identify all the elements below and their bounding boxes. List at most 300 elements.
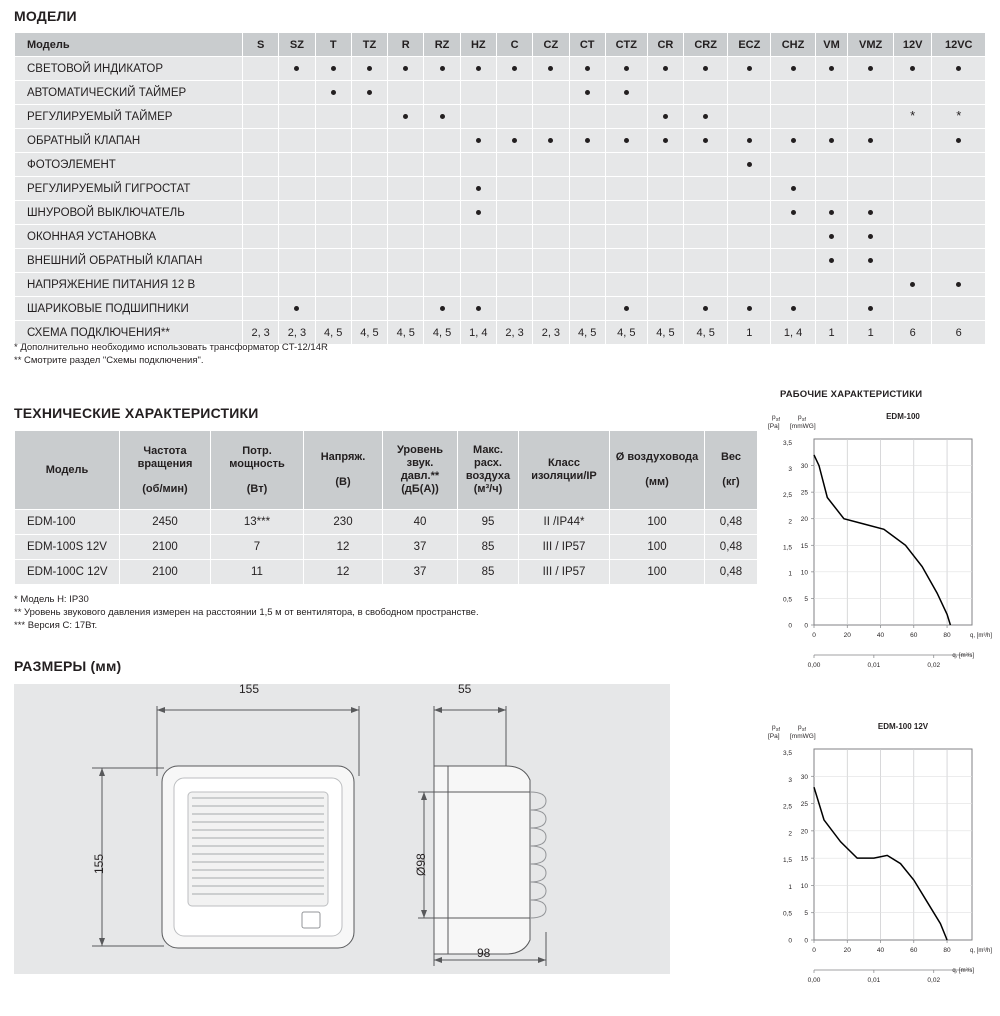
models-cell <box>728 297 771 321</box>
models-cell <box>647 57 683 81</box>
models-cell <box>815 297 848 321</box>
models-cell: 1 <box>728 321 771 345</box>
tech-header-line2: (кг) <box>722 476 740 488</box>
models-cell <box>424 297 460 321</box>
tech-cell-weight: 0,48 <box>705 535 758 560</box>
chart-ytick-left: 30 <box>800 463 808 471</box>
models-cell <box>388 57 424 81</box>
models-col-header: VMZ <box>848 33 893 57</box>
models-footnote: * Дополнительно необходимо использовать трансформатор CT-12/14R <box>14 342 328 353</box>
models-cell <box>569 81 605 105</box>
models-cell <box>893 153 932 177</box>
models-cell <box>569 249 605 273</box>
models-cell <box>815 177 848 201</box>
feature-dot <box>747 162 752 167</box>
chart-ytick-left: 20 <box>800 516 808 524</box>
models-row-label: ВНЕШНИЙ ОБРАТНЫЙ КЛАПАН <box>15 249 243 273</box>
models-cell <box>647 297 683 321</box>
models-cell <box>684 273 728 297</box>
feature-dot <box>331 66 336 71</box>
feature-dot <box>703 306 708 311</box>
models-cell: 1 <box>815 321 848 345</box>
tech-header-line1: Модель <box>45 463 89 476</box>
models-row-label: СВЕТОВОЙ ИНДИКАТОР <box>15 57 243 81</box>
models-cell <box>351 273 387 297</box>
chart-xlabel2: q, [m³/s] <box>952 653 974 659</box>
models-cell <box>315 177 351 201</box>
chart-ylabel-right: p <box>798 414 802 421</box>
models-cell <box>460 297 496 321</box>
tech-cell-weight: 0,48 <box>705 510 758 535</box>
models-cell <box>243 201 279 225</box>
chart-xlabel: q, [m³/h] <box>970 948 992 954</box>
models-cell <box>533 105 569 129</box>
models-cell <box>315 273 351 297</box>
models-col-header: CRZ <box>684 33 728 57</box>
tech-cell-flow: 95 <box>458 510 519 535</box>
models-cell <box>315 201 351 225</box>
tech-cell-power: 13*** <box>211 510 304 535</box>
feature-dot <box>703 114 708 119</box>
models-cell <box>605 273 647 297</box>
chart-ytick-left: 10 <box>800 882 808 890</box>
models-cell <box>647 177 683 201</box>
models-row-label: АВТОМАТИЧЕСКИЙ ТАЙМЕР <box>15 81 243 105</box>
models-cell: 6 <box>932 321 986 345</box>
models-cell <box>893 297 932 321</box>
models-cell: 6 <box>893 321 932 345</box>
models-cell <box>315 153 351 177</box>
feature-dot <box>476 66 481 71</box>
models-cell <box>243 273 279 297</box>
models-body <box>15 57 986 345</box>
models-row-label: ШАРИКОВЫЕ ПОДШИПНИКИ <box>15 297 243 321</box>
models-cell <box>243 153 279 177</box>
chart-ytick-left: 5 <box>804 910 808 918</box>
chart-xtick: 60 <box>910 947 918 954</box>
models-cell <box>569 273 605 297</box>
models-cell <box>569 225 605 249</box>
models-cell <box>496 105 532 129</box>
models-cell <box>684 249 728 273</box>
tech-header-line1: Уровень звук. давл.** <box>396 444 443 482</box>
chart-ylabel-left: p <box>772 724 776 731</box>
models-cell <box>848 57 893 81</box>
models-cell <box>351 177 387 201</box>
models-cell <box>496 81 532 105</box>
models-cell <box>351 81 387 105</box>
chart-title: EDM-100 <box>886 412 920 421</box>
models-cell <box>279 249 315 273</box>
table-row <box>15 225 986 249</box>
models-cell <box>569 105 605 129</box>
models-cell <box>771 273 815 297</box>
tech-header-line1: Класс изоляции/IP <box>531 457 597 482</box>
models-row-label: ШНУРОВОЙ ВЫКЛЮЧАТЕЛЬ <box>15 201 243 225</box>
tech-note: *** Версия С: 17Вт. <box>14 620 98 631</box>
models-cell <box>647 153 683 177</box>
models-cell <box>424 57 460 81</box>
chart-xtick: 80 <box>943 947 951 954</box>
models-cell <box>315 225 351 249</box>
tech-cell-rpm: 2100 <box>120 535 211 560</box>
models-cell: 1, 4 <box>460 321 496 345</box>
models-cell <box>605 81 647 105</box>
chart-xtick2: 0,01 <box>867 662 881 669</box>
chart-ytick-right: 0 <box>788 937 792 945</box>
models-footnote: ** Смотрите раздел "Схемы подключения". <box>14 355 204 366</box>
models-cell <box>424 129 460 153</box>
models-col-header: HZ <box>460 33 496 57</box>
models-cell <box>771 297 815 321</box>
models-cell <box>932 153 986 177</box>
tech-cell-model: EDM-100S 12V <box>15 535 120 560</box>
feature-dot <box>663 114 668 119</box>
feature-dot <box>703 138 708 143</box>
tech-cell-model: EDM-100 <box>15 510 120 535</box>
dimension-front-width: 155 <box>239 682 260 696</box>
tech-cell-noise: 37 <box>383 560 458 585</box>
models-cell <box>279 105 315 129</box>
models-cell <box>932 105 986 129</box>
models-cell <box>569 129 605 153</box>
models-cell <box>932 57 986 81</box>
feature-dot <box>868 306 873 311</box>
chart-ytick-right: 0 <box>788 622 792 630</box>
feature-dot <box>476 186 481 191</box>
models-col-header: Модель <box>15 33 243 57</box>
chart-title: EDM-100 12V <box>877 722 929 731</box>
models-cell <box>315 297 351 321</box>
models-cell <box>605 153 647 177</box>
models-cell <box>684 153 728 177</box>
models-cell <box>684 225 728 249</box>
feature-dot <box>585 66 590 71</box>
chart-xlabel: q, [m³/h] <box>970 633 992 639</box>
tech-cell-flow: 85 <box>458 560 519 585</box>
models-cell <box>388 249 424 273</box>
models-col-header: RZ <box>424 33 460 57</box>
svg-text:[mmWG]: [mmWG] <box>790 423 816 430</box>
tech-col-header-airflow <box>458 431 519 510</box>
models-row-label: ОКОННАЯ УСТАНОВКА <box>15 225 243 249</box>
models-cell <box>771 249 815 273</box>
models-cell: 4, 5 <box>424 321 460 345</box>
models-cell <box>932 297 986 321</box>
models-cell <box>848 105 893 129</box>
table-row <box>15 249 986 273</box>
models-cell <box>728 105 771 129</box>
models-cell <box>243 129 279 153</box>
chart-ytick-right: 3,5 <box>782 440 792 448</box>
feature-dot <box>585 90 590 95</box>
chart-xtick2: 0,02 <box>927 977 941 984</box>
feature-dot <box>868 66 873 71</box>
svg-text:sf: sf <box>802 417 806 423</box>
models-cell <box>932 201 986 225</box>
models-cell <box>279 129 315 153</box>
models-cell <box>728 129 771 153</box>
feature-dot <box>548 138 553 143</box>
tech-notes <box>14 593 479 632</box>
feature-dot <box>747 306 752 311</box>
models-cell <box>893 201 932 225</box>
feature-dot <box>703 66 708 71</box>
models-cell <box>893 129 932 153</box>
table-row <box>15 105 986 129</box>
chart-ylabel-left: p <box>772 414 776 421</box>
chart-ytick-left: 0 <box>804 937 808 945</box>
models-cell <box>647 273 683 297</box>
tech-cell-ip: III / IP57 <box>519 560 610 585</box>
chart-xtick2: 0,00 <box>807 662 821 669</box>
models-cell <box>647 129 683 153</box>
models-cell: 1 <box>848 321 893 345</box>
models-cell <box>460 201 496 225</box>
tech-col-header-ip <box>519 431 610 510</box>
models-cell <box>815 153 848 177</box>
tech-cell-power: 7 <box>211 535 304 560</box>
tech-cell-rpm: 2450 <box>120 510 211 535</box>
models-row-label: ОБРАТНЫЙ КЛАПАН <box>15 129 243 153</box>
chart-ytick-left: 5 <box>804 595 808 603</box>
feature-dot <box>476 210 481 215</box>
models-cell <box>496 57 532 81</box>
models-cell <box>893 81 932 105</box>
feature-dot <box>294 66 299 71</box>
tech-cell-volt: 12 <box>304 535 383 560</box>
tech-cell-duct: 100 <box>610 510 705 535</box>
feature-dot <box>476 138 481 143</box>
models-cell <box>243 177 279 201</box>
models-cell <box>815 129 848 153</box>
models-col-header: CT <box>569 33 605 57</box>
table-row <box>15 177 986 201</box>
models-cell <box>893 273 932 297</box>
models-cell <box>460 129 496 153</box>
feature-dot <box>624 90 629 95</box>
tech-header-line1: Вес <box>720 451 742 463</box>
chart-ytick-left: 30 <box>800 773 808 781</box>
models-cell <box>460 225 496 249</box>
models-cell <box>243 249 279 273</box>
table-row <box>15 510 758 535</box>
models-cell <box>279 177 315 201</box>
models-cell <box>893 225 932 249</box>
models-cell <box>279 201 315 225</box>
tech-col-header-model <box>15 431 120 510</box>
feature-dot <box>663 66 668 71</box>
tech-col-header-rpm <box>120 431 211 510</box>
models-cell <box>315 129 351 153</box>
tech-cell-duct: 100 <box>610 535 705 560</box>
tech-section-title: ТЕХНИЧЕСКИЕ ХАРАКТЕРИСТИКИ <box>14 405 259 421</box>
models-cell <box>533 57 569 81</box>
chart-svg <box>760 405 992 695</box>
models-col-header: T <box>315 33 351 57</box>
models-cell <box>771 129 815 153</box>
models-cell <box>569 297 605 321</box>
models-cell <box>647 105 683 129</box>
models-cell <box>893 105 932 129</box>
models-cell <box>243 57 279 81</box>
models-col-header: C <box>496 33 532 57</box>
feature-dot <box>829 138 834 143</box>
models-cell <box>728 201 771 225</box>
feature-dot <box>403 66 408 71</box>
models-cell <box>351 297 387 321</box>
chart-xtick2: 0,02 <box>927 662 941 669</box>
feature-dot <box>910 282 915 287</box>
performance-chart-edm100 <box>760 405 992 695</box>
models-row-label: РЕГУЛИРУЕМЫЙ ТАЙМЕР <box>15 105 243 129</box>
chart-xtick: 40 <box>876 947 885 954</box>
models-col-header: SZ <box>279 33 315 57</box>
dimension-diameter: Ø98 <box>414 853 428 876</box>
models-cell <box>848 201 893 225</box>
models-cell <box>605 57 647 81</box>
models-row-label: НАПРЯЖЕНИЕ ПИТАНИЯ 12 В <box>15 273 243 297</box>
models-cell <box>684 57 728 81</box>
models-cell <box>815 81 848 105</box>
models-cell: 4, 5 <box>388 321 424 345</box>
tech-header-line2: (м³/ч) <box>473 483 503 495</box>
models-cell <box>315 81 351 105</box>
models-cell <box>728 225 771 249</box>
models-col-header: VM <box>815 33 848 57</box>
tech-cell-power: 11 <box>211 560 304 585</box>
models-cell <box>388 297 424 321</box>
models-cell: 4, 5 <box>647 321 683 345</box>
feature-dot <box>624 306 629 311</box>
table-row <box>15 273 986 297</box>
models-cell <box>533 201 569 225</box>
models-cell <box>728 273 771 297</box>
chart-xtick: 40 <box>876 632 885 639</box>
models-cell <box>315 105 351 129</box>
tech-header-line1: Ø воздуховода <box>615 451 699 463</box>
chart-svg <box>760 715 992 1010</box>
models-cell <box>388 153 424 177</box>
chart-ytick-left: 10 <box>800 569 808 577</box>
feature-dot <box>331 90 336 95</box>
svg-text:sf: sf <box>776 727 780 733</box>
dimension-base-width: 98 <box>477 946 491 960</box>
models-cell <box>533 225 569 249</box>
chart-ytick-left: 25 <box>800 489 808 497</box>
models-cell <box>533 273 569 297</box>
feature-dot <box>868 138 873 143</box>
models-cell <box>424 153 460 177</box>
models-cell <box>932 273 986 297</box>
tech-note: ** Уровень звукового давления измерен на расстоянии 1,5 м от вентилятора, в свободном пространстве. <box>14 607 479 618</box>
models-cell <box>424 177 460 201</box>
models-cell <box>771 105 815 129</box>
models-cell <box>424 273 460 297</box>
table-row <box>15 57 986 81</box>
tech-header-line2: (мм) <box>645 476 669 488</box>
tech-col-header-voltage <box>304 431 383 510</box>
feature-dot <box>868 234 873 239</box>
feature-dot <box>791 66 796 71</box>
models-cell <box>243 225 279 249</box>
chart-xtick: 20 <box>843 947 851 954</box>
models-cell <box>771 153 815 177</box>
chart-frame <box>814 439 972 625</box>
models-cell <box>460 105 496 129</box>
models-cell <box>279 57 315 81</box>
chart-ytick-right: 2,5 <box>782 803 792 811</box>
feature-dot <box>585 138 590 143</box>
feature-dot <box>956 138 961 143</box>
feature-dot <box>956 66 961 71</box>
tech-col-header-duct <box>610 431 705 510</box>
models-cell <box>932 177 986 201</box>
feature-asterisk: * <box>956 107 962 123</box>
tech-cell-rpm: 2100 <box>120 560 211 585</box>
models-cell <box>460 153 496 177</box>
svg-text:sf: sf <box>802 727 806 733</box>
chart-xtick: 80 <box>943 632 951 639</box>
tech-cell-volt: 12 <box>304 560 383 585</box>
models-col-header: TZ <box>351 33 387 57</box>
table-row <box>15 297 986 321</box>
models-cell <box>460 273 496 297</box>
feature-dot <box>403 114 408 119</box>
models-cell <box>388 177 424 201</box>
chart-xlabel2: q, [m³/s] <box>952 968 974 974</box>
chart-ytick-left: 15 <box>800 542 808 550</box>
tech-cell-ip: III / IP57 <box>519 535 610 560</box>
tech-header-line2: (об/мин) <box>142 482 188 495</box>
models-cell <box>424 81 460 105</box>
feature-dot <box>829 234 834 239</box>
tech-cell-flow: 85 <box>458 535 519 560</box>
models-row-label: РЕГУЛИРУЕМЫЙ ГИГРОСТАТ <box>15 177 243 201</box>
models-cell <box>605 225 647 249</box>
feature-dot <box>367 90 372 95</box>
models-cell: 4, 5 <box>351 321 387 345</box>
feature-dot <box>791 210 796 215</box>
models-cell <box>351 225 387 249</box>
models-cell <box>279 273 315 297</box>
models-col-header: CZ <box>533 33 569 57</box>
svg-text:[Pa]: [Pa] <box>768 733 780 740</box>
models-cell <box>815 201 848 225</box>
models-cell <box>684 129 728 153</box>
models-cell: 1, 4 <box>771 321 815 345</box>
models-section-title: МОДЕЛИ <box>14 8 77 24</box>
table-row <box>15 81 986 105</box>
tech-col-header-noise <box>383 431 458 510</box>
svg-text:[Pa]: [Pa] <box>768 423 780 430</box>
chart-ytick-right: 2,5 <box>782 492 792 500</box>
models-cell <box>243 297 279 321</box>
chart-ytick-left: 20 <box>800 828 808 836</box>
feature-dot <box>791 306 796 311</box>
models-cell <box>460 57 496 81</box>
models-cell <box>351 105 387 129</box>
models-cell <box>496 273 532 297</box>
feature-dot <box>791 186 796 191</box>
models-cell <box>848 129 893 153</box>
charts-heading: РАБОЧИЕ ХАРАКТЕРИСТИКИ <box>780 389 923 400</box>
feature-dot <box>747 66 752 71</box>
models-cell <box>569 153 605 177</box>
models-cell <box>815 249 848 273</box>
models-cell <box>848 297 893 321</box>
models-cell <box>279 81 315 105</box>
